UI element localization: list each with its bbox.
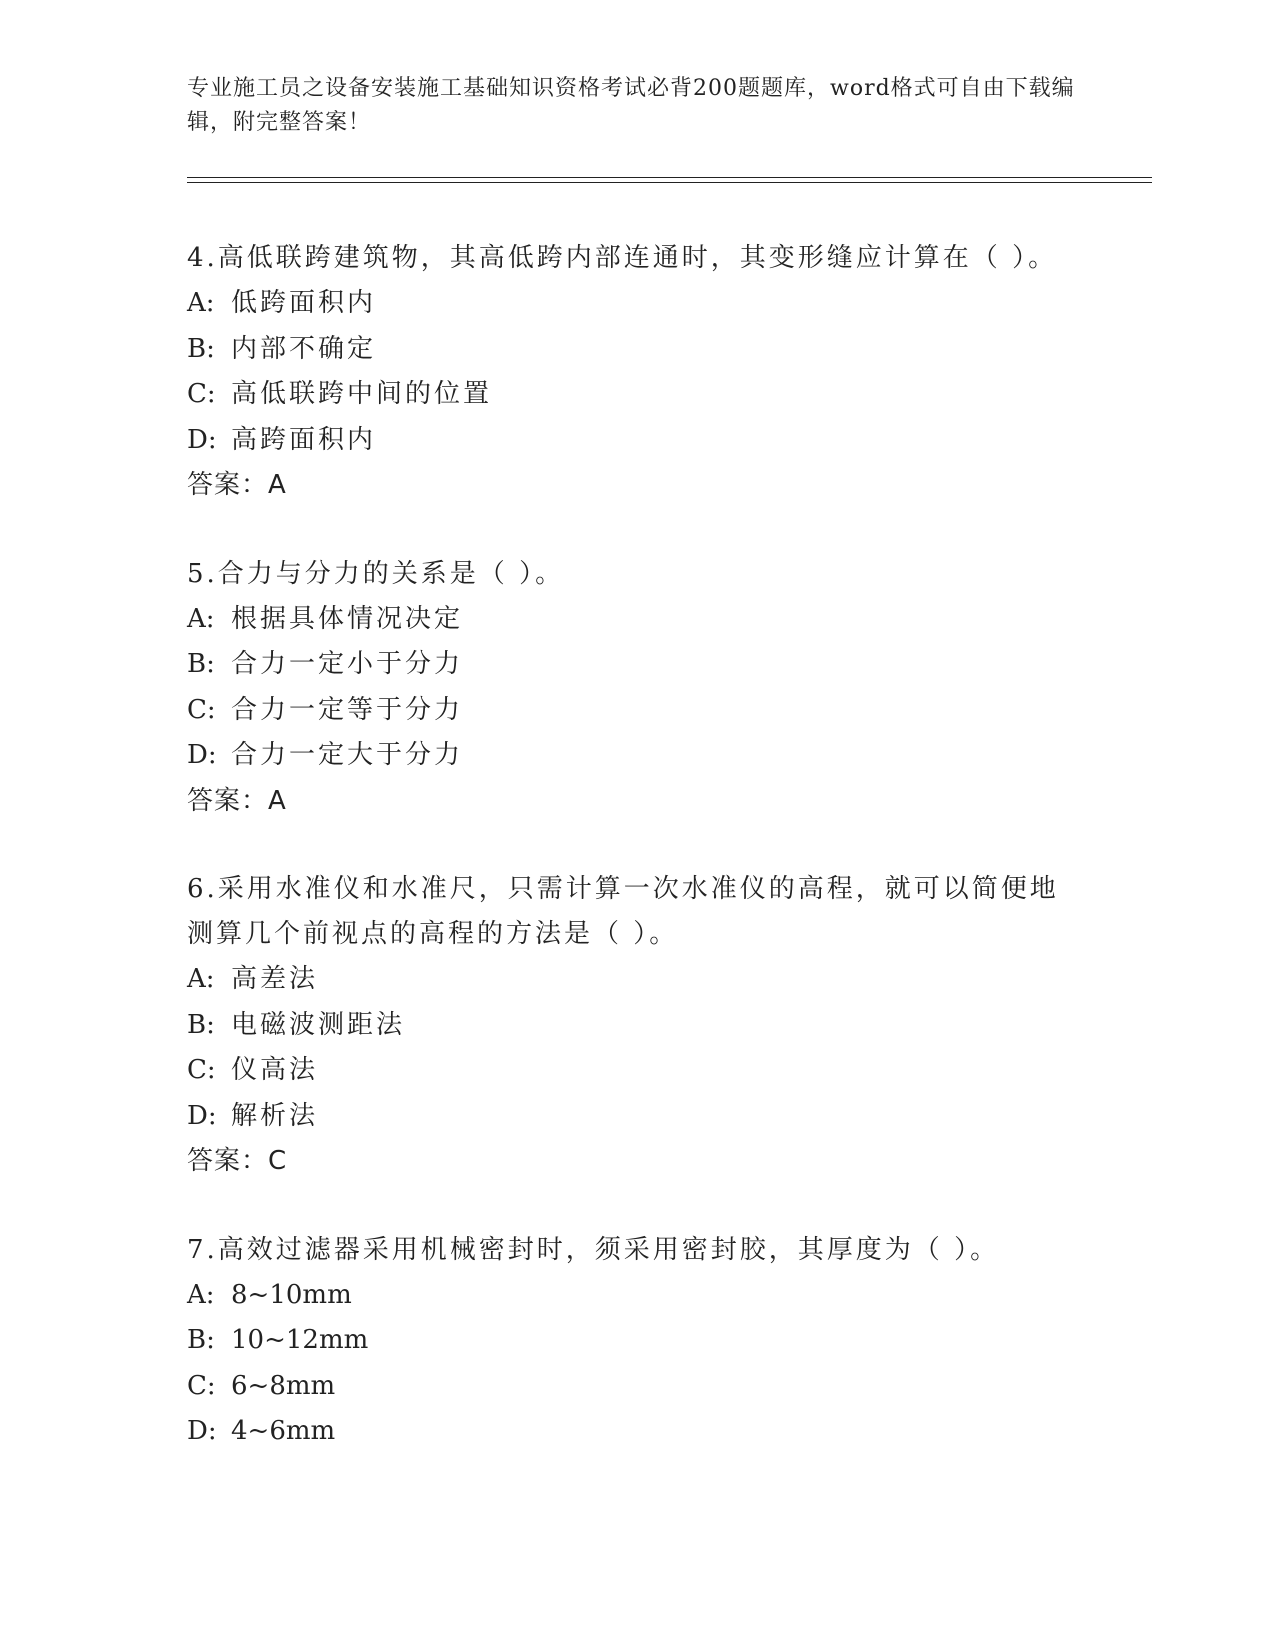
document-header xyxy=(187,72,1087,140)
option-letter: B: xyxy=(187,1325,215,1355)
answer-line: 答案：A xyxy=(187,470,287,500)
option-b xyxy=(187,642,1087,688)
option-letter: A: xyxy=(187,603,215,634)
option-text: 8~10mm xyxy=(231,1279,352,1310)
option-c xyxy=(187,1048,1087,1094)
option-text: 6~8mm xyxy=(231,1370,336,1401)
question-text: 6.采用水准仪和水准尺，只需计算一次水准仪的高程，就可以简便地测算几个前视点的高程的方法是（ ）。 xyxy=(187,874,1059,949)
option-letter: A: xyxy=(187,288,215,318)
question-5 xyxy=(187,552,1087,825)
header-divider-top xyxy=(187,177,1152,178)
option-a xyxy=(187,281,1087,327)
option-text: 仪高法 xyxy=(231,1055,319,1085)
option-text: 低跨面积内 xyxy=(231,288,377,318)
answer-line: 答案：A xyxy=(187,785,287,816)
option-c xyxy=(187,1364,1087,1410)
option-letter: D: xyxy=(187,1100,217,1131)
option-text: 合力一定小于分力 xyxy=(231,649,464,679)
option-text: 电磁波测距法 xyxy=(231,1009,406,1040)
option-letter: C: xyxy=(187,694,216,725)
option-letter: C: xyxy=(187,1055,216,1085)
option-text: 高低联跨中间的位置 xyxy=(231,379,493,409)
question-text: 7.高效过滤器采用机械密封时，须采用密封胶，其厚度为（ ）。 xyxy=(187,1234,1000,1265)
option-letter: A: xyxy=(187,964,215,994)
option-b xyxy=(187,327,1087,373)
option-c xyxy=(187,688,1087,734)
option-text: 合力一定大于分力 xyxy=(231,740,464,770)
question-list xyxy=(187,236,1087,1498)
header-divider-bottom xyxy=(187,182,1152,183)
option-text: 解析法 xyxy=(231,1100,319,1131)
option-letter: B: xyxy=(187,333,215,364)
option-b xyxy=(187,1318,1087,1364)
option-d xyxy=(187,418,1087,464)
option-d xyxy=(187,1094,1087,1140)
option-a xyxy=(187,597,1087,643)
option-letter: C: xyxy=(187,1370,216,1401)
option-c xyxy=(187,372,1087,418)
option-letter: A: xyxy=(187,1279,215,1310)
option-text: 高差法 xyxy=(231,964,319,994)
question-text: 4.高低联跨建筑物，其高低跨内部连通时，其变形缝应计算在（ ）。 xyxy=(187,243,1058,273)
option-text: 4~6mm xyxy=(231,1416,336,1446)
option-d xyxy=(187,1409,1087,1455)
answer-line: 答案：C xyxy=(187,1146,288,1176)
option-text: 内部不确定 xyxy=(231,333,377,364)
option-a xyxy=(187,957,1087,1003)
option-letter: B: xyxy=(187,1009,215,1040)
option-letter: D: xyxy=(187,424,217,455)
question-7 xyxy=(187,1228,1087,1455)
option-text: 10~12mm xyxy=(231,1325,369,1355)
option-text: 根据具体情况决定 xyxy=(231,603,464,634)
question-text: 5.合力与分力的关系是（ ）。 xyxy=(187,558,565,589)
option-letter: D: xyxy=(187,1416,217,1446)
option-a xyxy=(187,1273,1087,1319)
question-4 xyxy=(187,236,1087,509)
header-title: 专业施工员之设备安装施工基础知识资格考试必背200题题库，word格式可自由下载编辑，附完整答案！ xyxy=(187,76,1075,135)
option-letter: D: xyxy=(187,740,217,770)
option-text: 合力一定等于分力 xyxy=(231,694,464,725)
question-6 xyxy=(187,867,1087,1185)
option-text: 高跨面积内 xyxy=(231,424,377,455)
option-letter: C: xyxy=(187,379,216,409)
option-b xyxy=(187,1003,1087,1049)
option-letter: B: xyxy=(187,649,215,679)
option-d xyxy=(187,733,1087,779)
